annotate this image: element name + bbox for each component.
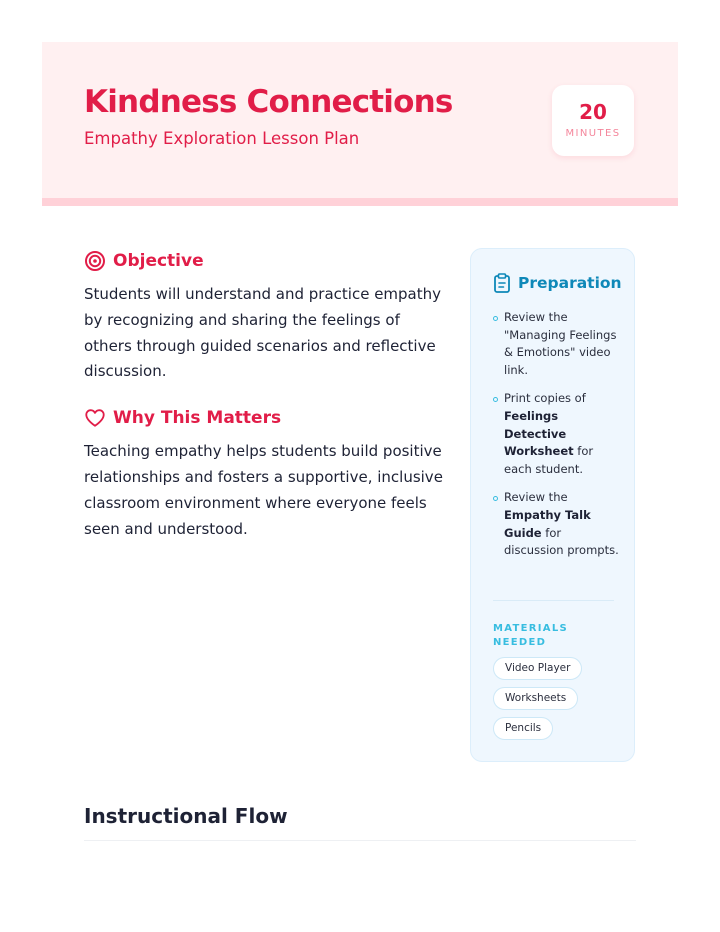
preparation-item bbox=[493, 489, 621, 559]
prep-item-text: Review the "Managing Feelings & Emotions" video link. bbox=[504, 310, 617, 377]
prep-item-text-after: for each student. bbox=[504, 444, 594, 476]
preparation-item bbox=[493, 390, 621, 478]
card-divider bbox=[493, 600, 614, 601]
preparation-list bbox=[493, 309, 621, 571]
material-chip-worksheets: Worksheets bbox=[493, 687, 578, 710]
preparation-item bbox=[493, 309, 621, 379]
objective-text: Students will understand and practice empathy by recognizing and sharing the feelings of others through guided scenarios and reflective discussion. bbox=[84, 285, 442, 381]
why-heading bbox=[84, 405, 444, 431]
material-chip-pencils: Pencils bbox=[493, 717, 553, 740]
page-subtitle: Empathy Exploration Lesson Plan bbox=[84, 129, 360, 148]
section-divider bbox=[84, 840, 636, 841]
prep-item-bold: Feelings Detective Worksheet bbox=[504, 408, 574, 459]
prep-item-text: Print copies of bbox=[504, 391, 586, 406]
objective-heading-label: Objective bbox=[113, 251, 204, 271]
bullet-dot bbox=[493, 316, 498, 321]
why-section bbox=[84, 405, 444, 542]
header-banner bbox=[42, 42, 678, 206]
prep-item-text-after: for discussion prompts. bbox=[504, 525, 619, 558]
prep-item-text: Review the bbox=[504, 490, 568, 505]
lesson-overview bbox=[84, 248, 444, 542]
prep-item-bold: Empathy Talk Guide bbox=[504, 507, 591, 540]
heart-icon bbox=[84, 407, 106, 429]
materials-label: MATERIALS NEEDED bbox=[493, 623, 569, 648]
why-text: Teaching empathy helps students build positive relationships and fosters a supportive, inclusive classroom environment where everyone feels seen and understood. bbox=[84, 442, 443, 538]
why-heading-label: Why This Matters bbox=[113, 408, 282, 429]
preparation-card bbox=[470, 248, 635, 762]
clipboard-icon bbox=[493, 273, 511, 293]
preparation-heading-label: Preparation bbox=[518, 274, 622, 292]
bullet-dot bbox=[493, 397, 498, 402]
objective-section bbox=[84, 248, 444, 385]
target-icon bbox=[84, 250, 106, 272]
objective-heading bbox=[84, 248, 444, 274]
page-title: Kindness Connections bbox=[84, 84, 453, 120]
preparation-heading bbox=[493, 273, 622, 293]
instructional-flow-heading: Instructional Flow bbox=[84, 804, 288, 828]
material-chip-video-player: Video Player bbox=[493, 657, 582, 680]
duration-badge bbox=[552, 85, 634, 156]
bullet-dot bbox=[493, 496, 498, 501]
materials-list bbox=[493, 657, 582, 747]
duration-unit: MINUTES bbox=[565, 128, 621, 139]
duration-value: 20 bbox=[579, 100, 607, 124]
